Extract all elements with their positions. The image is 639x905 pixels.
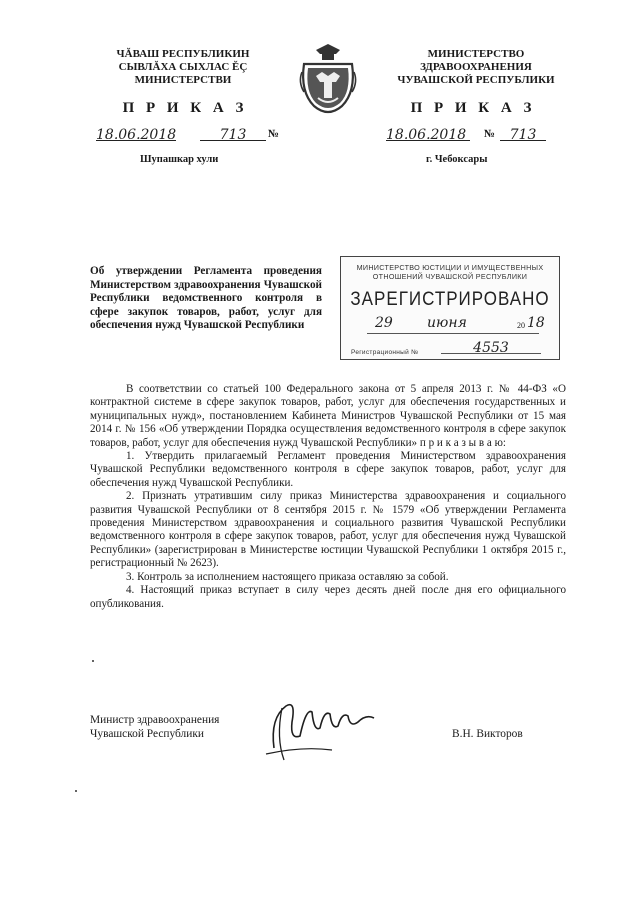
- header-left-block: [88, 48, 278, 87]
- right-date-line: [386, 126, 470, 141]
- stamp-year-prefix: 20: [517, 321, 525, 330]
- document-body: [90, 383, 566, 611]
- left-number-handwritten: 713: [219, 127, 247, 143]
- header-left-line-3: МИНИСТЕРСТВИ: [134, 74, 232, 86]
- stamp-ministry-line-2: ОТНОШЕНИЙ ЧУВАШСКОЙ РЕСПУБЛИКИ: [372, 272, 528, 281]
- left-date-handwritten: 18.06.2018: [96, 127, 177, 143]
- handwritten-signature-icon: [262, 688, 382, 768]
- right-number-sign: №: [484, 128, 496, 140]
- stamp-reg-number-line: [441, 339, 541, 354]
- scan-speck: [92, 660, 94, 662]
- signature-position-line-1: Министр здравоохранения: [90, 714, 220, 726]
- registration-stamp: [340, 256, 560, 360]
- coat-of-arms-emblem-icon: [296, 42, 360, 120]
- left-city: Шупашкар хули: [140, 154, 219, 165]
- body-paragraph-2: 2. Признать утратившим силу приказ Министерства здравоохранения и социального развития Чувашской Республики от 8 сентября 2015 г. № 1579 «Об утверждении Регламента проведения Министерством здравоохранения и социального развития Чувашской Республики ведомственного контроля в сфере закупок товаров, работ, услуг для обеспечения нужд Чувашской Республики» (зарегистрирован в Министерстве юстиции Чувашской Республики 1 октября 2015 г., регистрационный № 2623).: [90, 490, 566, 570]
- stamp-month: июня: [427, 315, 467, 331]
- right-number-line: [500, 126, 546, 141]
- body-paragraph-1: 1. Утвердить прилагаемый Регламент проведения Министерством здравоохранения Чувашской Республики ведомственного контроля в сфере закупок товаров, работ, услуг для обеспечения нужд Чувашской Республики.: [90, 450, 566, 489]
- stamp-date-line: [367, 315, 545, 334]
- right-number-handwritten: 713: [509, 127, 537, 143]
- left-order-title: П Р И К А З: [122, 100, 248, 116]
- stamp-year: 18: [527, 315, 545, 331]
- header-right-block: [376, 48, 576, 87]
- stamp-reg-row: [351, 341, 418, 359]
- body-paragraph-preamble: В соответствии со статьей 100 Федерального закона от 5 апреля 2013 г. № 44-ФЗ «О контрактной системе в сфере закупок товаров, работ, услуг для обеспечения государственных и муниципальных нужд», постановлением Кабинета Министров Чувашской Республики от 15 мая 2014 г. № 156 «Об утверждении Порядка осуществления ведомственного контроля в сфере закупок товаров, работ, услуг для обеспечения нужд Чувашской Республики» п р и к а з ы в а ю:: [90, 383, 566, 449]
- header-right-line-1: МИНИСТЕРСТВО: [427, 48, 525, 60]
- right-date-handwritten: 18.06.2018: [386, 127, 467, 143]
- header-left-line-2: СЫВЛĂХА СЫХЛАС ĔÇ: [118, 61, 248, 73]
- signature-position: [90, 713, 219, 741]
- stamp-ministry-line-1: МИНИСТЕРСТВО ЮСТИЦИИ И ИМУЩЕСТВЕННЫХ: [356, 263, 544, 272]
- signature-position-line-2: Чувашской Республики: [90, 728, 204, 740]
- right-order-title: П Р И К А З: [410, 100, 536, 116]
- document-subject: Об утверждении Регламента проведения Министерством здравоохранения Чувашской Республики ведомственного контроля в сфере закупок товаров, работ, услуг для обеспечения нужд Чувашской Республики: [90, 265, 322, 332]
- stamp-reg-label: Регистрационный №: [351, 349, 419, 356]
- stamp-registered: ЗАРЕГИСТРИРОВАНО: [350, 287, 550, 310]
- left-number-line: [200, 126, 266, 141]
- scan-speck: [75, 790, 77, 792]
- stamp-day: 29: [375, 315, 393, 331]
- left-date-line: [96, 126, 176, 141]
- header-right-line-3: ЧУВАШСКОЙ РЕСПУБЛИКИ: [397, 74, 555, 86]
- right-city: г. Чебоксары: [426, 154, 488, 165]
- header-left-line-1: ЧĂВАШ РЕСПУБЛИКИН: [116, 48, 250, 60]
- signatory-name: В.Н. Викторов: [452, 728, 523, 740]
- body-paragraph-4: 4. Настоящий приказ вступает в силу через десять дней после дня его официального опубликования.: [90, 584, 566, 610]
- left-number-sign: №: [268, 128, 280, 140]
- body-paragraph-3: 3. Контроль за исполнением настоящего приказа оставляю за собой.: [126, 570, 449, 583]
- stamp-reg-number: 4553: [473, 340, 509, 356]
- header-right-line-2: ЗДРАВООХРАНЕНИЯ: [420, 61, 532, 73]
